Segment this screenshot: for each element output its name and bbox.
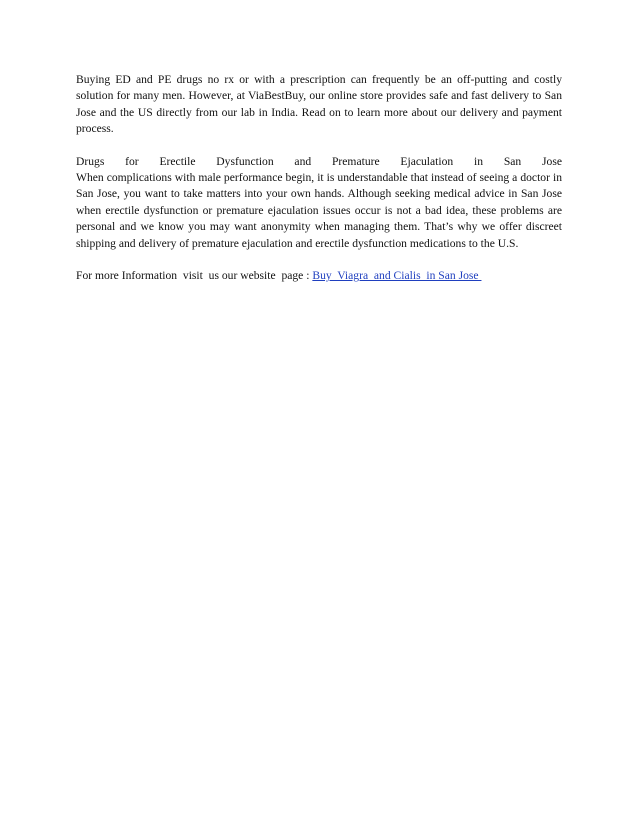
body-paragraph: When complications with male performance begin, it is understandable that instead of seeing a doctor in San Jose, you want to take matters into your own hands. Although seeking medical advice in San Jose when erectile dysfunction or premature ejaculation issues occur is not a bad idea, these problems are personal and we know you may want anonymity when managing them. That’s why we offer discreet shipping and delivery of premature ejaculation and erectile dysfunction medications to the U.S.	[76, 171, 562, 250]
buy-viagra-cialis-link[interactable]: Buy Viagra and Cialis in San Jose	[312, 269, 482, 283]
document-page	[76, 72, 562, 284]
footer-line	[76, 268, 562, 284]
section-heading: Drugs for Erectile Dysfunction and Premature Ejaculation in San Jose	[76, 154, 562, 168]
footer-prefix: For more Information visit us our website page :	[76, 269, 313, 283]
intro-paragraph: Buying ED and PE drugs no rx or with a prescription can frequently be an off-putting and costly solution for many men. However, at ViaBestBuy, our online store provides safe and fast delivery to San Jose and the US directly from our lab in India. Read on to learn more about our delivery and payment process.	[76, 73, 562, 136]
